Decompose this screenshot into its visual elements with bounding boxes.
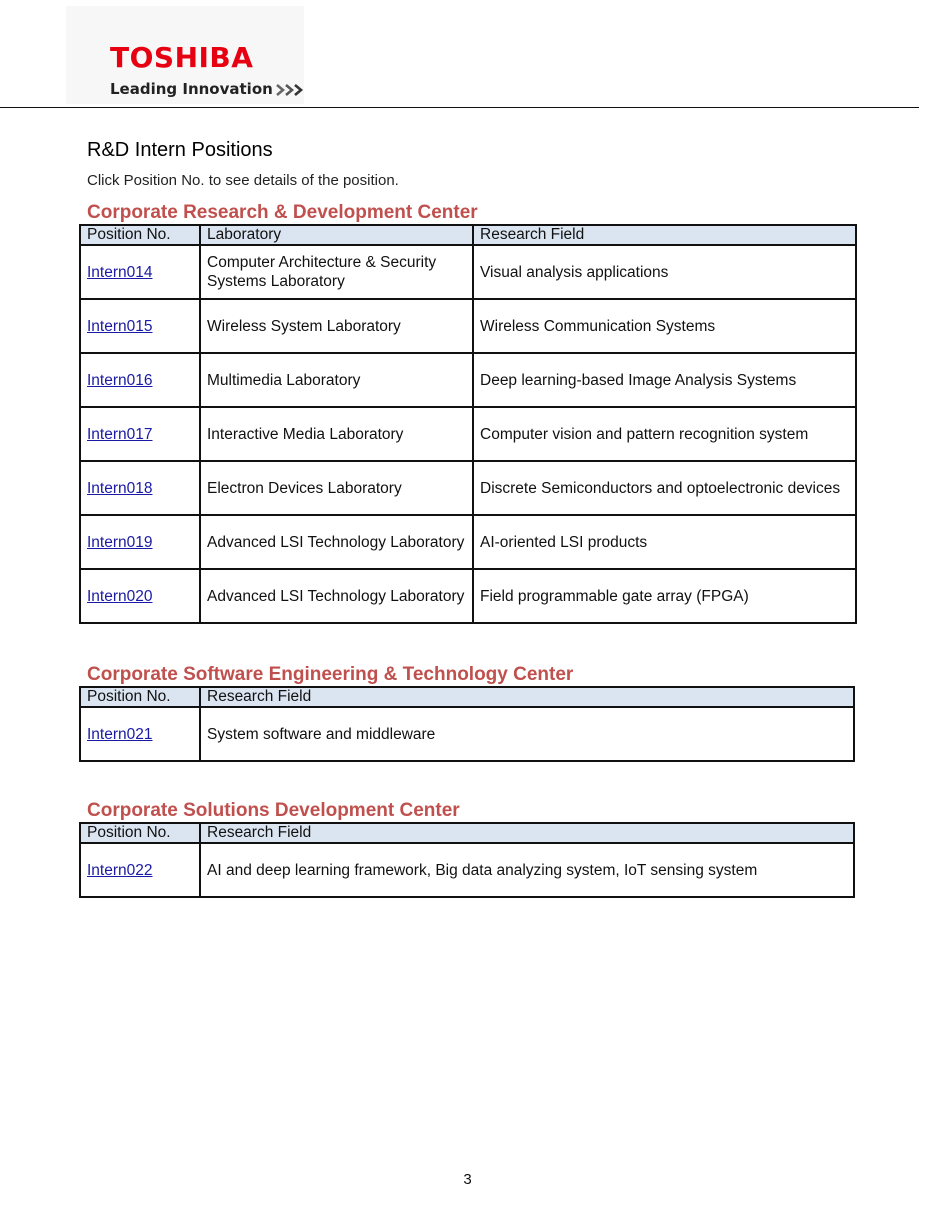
position-cell — [80, 353, 200, 407]
table-header-row — [80, 823, 854, 843]
section-title-cset: Corporate Software Engineering & Technology Center — [87, 664, 574, 685]
position-cell — [80, 407, 200, 461]
position-link-intern015[interactable]: Intern015 — [87, 317, 153, 335]
laboratory-cell: Electron Devices Laboratory — [200, 461, 473, 515]
laboratory-cell: Wireless System Laboratory — [200, 299, 473, 353]
position-link-intern018[interactable]: Intern018 — [87, 479, 153, 497]
position-link-intern020[interactable]: Intern020 — [87, 587, 153, 605]
col-header-laboratory: Laboratory — [200, 225, 473, 245]
section-title-csdc: Corporate Solutions Development Center — [87, 800, 460, 821]
col-header-position: Position No. — [80, 823, 200, 843]
position-link-intern014[interactable]: Intern014 — [87, 263, 153, 281]
col-header-position: Position No. — [80, 225, 200, 245]
position-cell — [80, 707, 200, 761]
table-row — [80, 843, 854, 897]
position-link-intern016[interactable]: Intern016 — [87, 371, 153, 389]
col-header-research-field: Research Field — [200, 823, 854, 843]
research-field-cell: Wireless Communication Systems — [473, 299, 856, 353]
research-field-cell: AI-oriented LSI products — [473, 515, 856, 569]
section-title-crd: Corporate Research & Development Center — [87, 202, 478, 223]
research-field-cell: Deep learning-based Image Analysis Systems — [473, 353, 856, 407]
table-row — [80, 515, 856, 569]
col-header-research-field: Research Field — [473, 225, 856, 245]
page-instruction: Click Position No. to see details of the position. — [87, 172, 399, 189]
table-row — [80, 461, 856, 515]
logo-wordmark: TOSHIBA — [110, 41, 254, 74]
position-cell — [80, 245, 200, 299]
laboratory-cell: Multimedia Laboratory — [200, 353, 473, 407]
research-field-cell: Field programmable gate array (FPGA) — [473, 569, 856, 623]
laboratory-cell: Advanced LSI Technology Laboratory — [200, 515, 473, 569]
page-title: R&D Intern Positions — [87, 139, 273, 161]
position-cell — [80, 843, 200, 897]
research-field-cell: System software and middleware — [200, 707, 854, 761]
positions-table-cset — [79, 686, 855, 762]
table-row — [80, 245, 856, 299]
research-field-cell: Discrete Semiconductors and optoelectronic devices — [473, 461, 856, 515]
research-field-cell: Visual analysis applications — [473, 245, 856, 299]
chevrons-icon — [275, 83, 307, 97]
page-number: 3 — [463, 1171, 472, 1188]
position-link-intern022[interactable]: Intern022 — [87, 861, 153, 879]
table-row — [80, 299, 856, 353]
laboratory-cell: Advanced LSI Technology Laboratory — [200, 569, 473, 623]
position-link-intern019[interactable]: Intern019 — [87, 533, 153, 551]
logo-tagline-text: Leading Innovation — [110, 80, 273, 98]
table-row — [80, 707, 854, 761]
research-field-cell: AI and deep learning framework, Big data analyzing system, IoT sensing system — [200, 843, 854, 897]
laboratory-cell: Computer Architecture & Security Systems Laboratory — [200, 245, 473, 299]
table-row — [80, 353, 856, 407]
logo-tagline — [110, 82, 307, 97]
table-row — [80, 569, 856, 623]
table-header-row — [80, 225, 856, 245]
position-cell — [80, 569, 200, 623]
col-header-position: Position No. — [80, 687, 200, 707]
table-row — [80, 407, 856, 461]
position-link-intern017[interactable]: Intern017 — [87, 425, 153, 443]
laboratory-cell: Interactive Media Laboratory — [200, 407, 473, 461]
position-cell — [80, 461, 200, 515]
research-field-cell: Computer vision and pattern recognition system — [473, 407, 856, 461]
position-cell — [80, 515, 200, 569]
position-cell — [80, 299, 200, 353]
positions-table-csdc — [79, 822, 855, 898]
positions-table-crd — [79, 224, 857, 624]
col-header-research-field: Research Field — [200, 687, 854, 707]
table-header-row — [80, 687, 854, 707]
toshiba-logo — [66, 6, 304, 104]
position-link-intern021[interactable]: Intern021 — [87, 725, 153, 743]
header-divider — [0, 107, 919, 108]
